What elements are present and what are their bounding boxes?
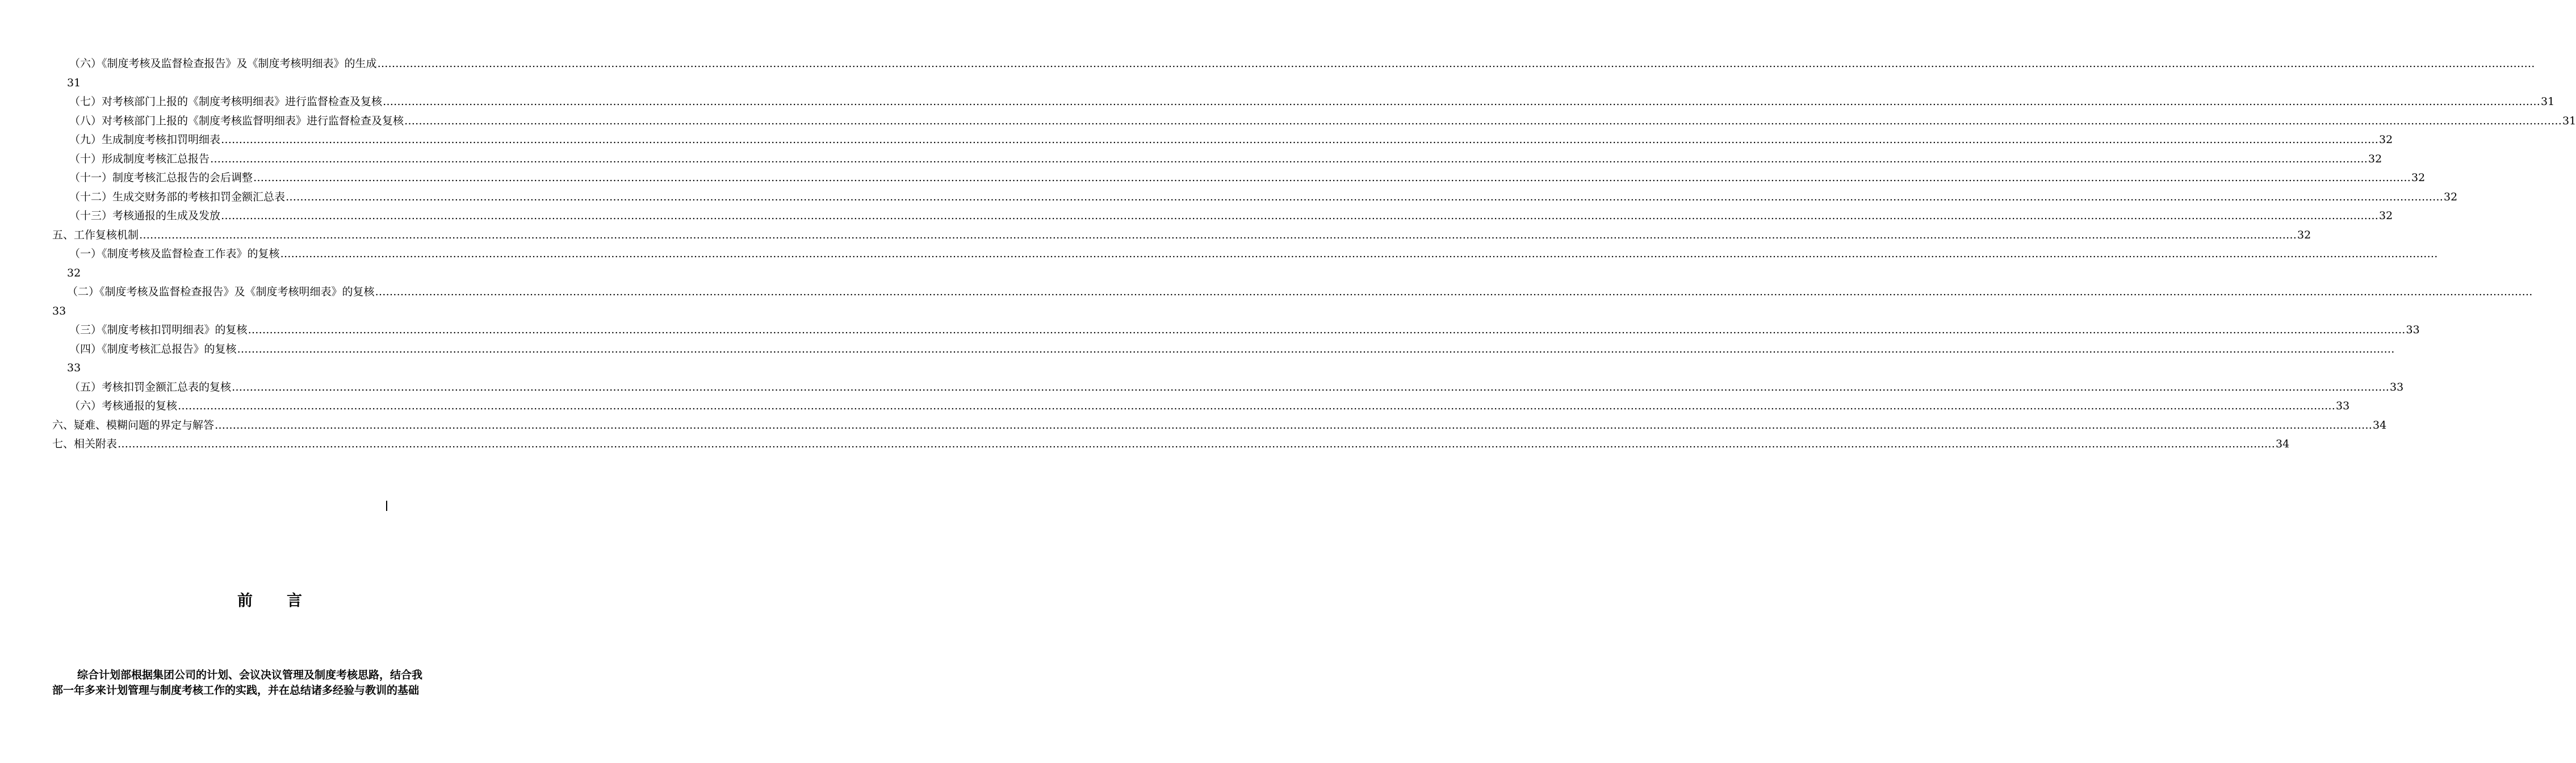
toc-entry[interactable]: [69, 188, 2458, 207]
toc-entry-title: 七、相关附表: [52, 438, 118, 450]
toc-line: [0, 188, 2458, 207]
toc-entry-title: （九）生成制度考核扣罚明细表: [69, 133, 221, 146]
toc-entry-title: （四）《制度考核汇总报告》的复核: [69, 342, 237, 355]
preface-title-char-2: 言: [287, 592, 302, 610]
toc-page-number: 32: [67, 266, 81, 279]
toc-entry-title: （十一）制度考核汇总报告的会后调整: [69, 171, 253, 184]
toc-line-wrap: [0, 359, 539, 378]
toc-page-number: 33: [2336, 400, 2350, 412]
preface-line: 部一年多来计划管理与制度考核工作的实践，并在总结诸多经验与教训的基础: [52, 684, 420, 697]
toc-page-number: 34: [2276, 438, 2290, 450]
toc-entry-title: （六）《制度考核及监督检查报告》及《制度考核明细表》的生成: [69, 57, 377, 70]
toc-line: [0, 226, 2311, 245]
toc-dot-leader: ……………………………………………………………………………………………………………………………………………………………………………………………………………………………………………………………………………………………………………………………………………………………………………………………………………………………………………………………………………………………………………………………………………………: [404, 114, 2562, 127]
toc-entry[interactable]: [69, 207, 2393, 226]
toc-dot-leader: ……………………………………………………………………………………………………………………………………………………………………………………………………………………………………………………………………………………………………………………………………………………………………………………………………………………………………………………………………………………………………………………………………………………: [253, 171, 2411, 184]
toc-page-number: 32: [2411, 171, 2426, 184]
toc-entry-title: （三）《制度考核扣罚明细表》的复核: [69, 324, 248, 336]
toc-page-number: 32: [2444, 190, 2458, 203]
toc-entry-title: （十）形成制度考核汇总报告: [69, 152, 210, 165]
toc-line-wrap: [0, 302, 539, 321]
toc-line: [0, 207, 2393, 226]
toc-entry-title: 六、疑难、模糊问题的界定与解答: [52, 418, 215, 431]
toc-line: [0, 283, 2533, 302]
text-cursor: [386, 501, 387, 511]
toc-entry[interactable]: [69, 397, 2350, 416]
toc-page-number: 31: [2541, 95, 2555, 108]
toc-dot-leader: ……………………………………………………………………………………………………………………………………………………………………………………………………………………………………………………………………………………………………………………………………………………………………………………………………………………………………………………………………………………………………………………………………………………: [232, 380, 2390, 393]
preface-title-char-1: 前: [237, 592, 253, 610]
preface-body: [52, 668, 487, 698]
toc-line: [0, 93, 2555, 112]
toc-entry[interactable]: [69, 169, 2426, 188]
toc-page-number: 33: [67, 362, 81, 374]
toc-dot-leader: ……………………………………………………………………………………………………………………………………………………………………………………………………………………………………………………………………………………………………………………………………………………………………………………………………………………………………………………………………………………………………………………………………………………: [210, 152, 2368, 165]
toc-page-number: 33: [2390, 380, 2404, 393]
toc-entry[interactable]: [69, 150, 2382, 169]
toc-dot-leader: ……………………………………………………………………………………………………………………………………………………………………………………………………………………………………………………………………………………………………………………………………………………………………………………………………………………………………………………………………………………………………………………………………………………: [215, 418, 2373, 431]
toc-dot-leader: ……………………………………………………………………………………………………………………………………………………………………………………………………………………………………………………………………………………………………………………………………………………………………………………………………………………………………………………………………………………………………………………………………………………: [280, 248, 2438, 260]
toc-dot-leader: ……………………………………………………………………………………………………………………………………………………………………………………………………………………………………………………………………………………………………………………………………………………………………………………………………………………………………………………………………………………………………………………………………………………: [178, 400, 2336, 412]
toc-entry[interactable]: [69, 93, 2555, 112]
toc-entry-title: （二）《制度考核及监督检查报告》及《制度考核明细表》的复核: [67, 286, 375, 298]
toc-entry[interactable]: [69, 321, 2420, 340]
toc-line: [0, 112, 2576, 131]
toc-entry-title: （十三）考核通报的生成及发放: [69, 209, 221, 222]
toc-line-wrap: [0, 74, 539, 93]
toc-entry-title: （一）《制度考核及监督检查工作表》的复核: [69, 248, 280, 260]
toc-entry[interactable]: [69, 340, 2395, 359]
toc-page-number: 31: [67, 76, 81, 89]
table-of-contents: [0, 54, 2576, 454]
toc-page-number: 31: [2562, 114, 2576, 127]
toc-dot-leader: ……………………………………………………………………………………………………………………………………………………………………………………………………………………………………………………………………………………………………………………………………………………………………………………………………………………………………………………………………………………………………………………………………………………: [237, 342, 2395, 355]
toc-line: [0, 321, 2420, 340]
toc-page-number: 33: [52, 304, 66, 317]
toc-line: [0, 340, 2395, 359]
toc-line: [0, 435, 2290, 454]
toc-dot-leader: ……………………………………………………………………………………………………………………………………………………………………………………………………………………………………………………………………………………………………………………………………………………………………………………………………………………………………………………………………………………………………………………………………………………: [118, 438, 2276, 450]
toc-entry[interactable]: [67, 283, 2533, 302]
toc-dot-leader: ……………………………………………………………………………………………………………………………………………………………………………………………………………………………………………………………………………………………………………………………………………………………………………………………………………………………………………………………………………………………………………………………………………………: [377, 57, 2535, 70]
toc-page-number: 32: [2297, 228, 2311, 241]
toc-line: [0, 378, 2404, 397]
preface-line: 综合计划部根据集团公司的计划、会议决议管理及制度考核思路，结合我: [77, 669, 423, 681]
preface-title: [0, 588, 539, 610]
toc-entry[interactable]: [52, 435, 2290, 454]
toc-entry-title: （十二）生成交财务部的考核扣罚金额汇总表: [69, 190, 286, 203]
toc-line: [0, 131, 2393, 150]
toc-dot-leader: ……………………………………………………………………………………………………………………………………………………………………………………………………………………………………………………………………………………………………………………………………………………………………………………………………………………………………………………………………………………………………………………………………………………: [383, 95, 2541, 108]
toc-entry-title: 五、工作复核机制: [52, 228, 139, 241]
toc-dot-leader: ……………………………………………………………………………………………………………………………………………………………………………………………………………………………………………………………………………………………………………………………………………………………………………………………………………………………………………………………………………………………………………………………………………………: [248, 324, 2406, 336]
toc-entry[interactable]: [69, 54, 2535, 74]
toc-line: [0, 150, 2382, 169]
toc-line: [0, 245, 2438, 264]
toc-entry-title: （八）对考核部门上报的《制度考核监督明细表》进行监督检查及复核: [69, 114, 404, 127]
toc-page-number: 34: [2373, 418, 2387, 431]
toc-line: [0, 54, 2535, 74]
toc-entry[interactable]: [69, 112, 2576, 131]
toc-dot-leader: ……………………………………………………………………………………………………………………………………………………………………………………………………………………………………………………………………………………………………………………………………………………………………………………………………………………………………………………………………………………………………………………………………………………: [375, 286, 2533, 298]
toc-page-number: 32: [2379, 133, 2393, 146]
toc-entry[interactable]: [52, 416, 2387, 435]
toc-line: [0, 169, 2426, 188]
toc-page-number: 33: [2406, 324, 2420, 336]
toc-dot-leader: ……………………………………………………………………………………………………………………………………………………………………………………………………………………………………………………………………………………………………………………………………………………………………………………………………………………………………………………………………………………………………………………………………………………: [139, 228, 2297, 241]
toc-page-number: 32: [2368, 152, 2382, 165]
toc-line: [0, 416, 2387, 435]
toc-entry-title: （五）考核扣罚金额汇总表的复核: [69, 380, 232, 393]
toc-dot-leader: ……………………………………………………………………………………………………………………………………………………………………………………………………………………………………………………………………………………………………………………………………………………………………………………………………………………………………………………………………………………………………………………………………………………: [221, 209, 2379, 222]
toc-entry[interactable]: [69, 131, 2393, 150]
toc-line: [0, 397, 2350, 416]
toc-entry[interactable]: [69, 378, 2404, 397]
toc-page-number: 32: [2379, 209, 2393, 222]
toc-entry[interactable]: [52, 226, 2311, 245]
toc-dot-leader: ……………………………………………………………………………………………………………………………………………………………………………………………………………………………………………………………………………………………………………………………………………………………………………………………………………………………………………………………………………………………………………………………………………………: [221, 133, 2379, 146]
toc-entry-title: （七）对考核部门上报的《制度考核明细表》进行监督检查及复核: [69, 95, 383, 108]
toc-entry[interactable]: [69, 245, 2438, 264]
toc-entry-title: （六）考核通报的复核: [69, 400, 178, 412]
toc-dot-leader: ……………………………………………………………………………………………………………………………………………………………………………………………………………………………………………………………………………………………………………………………………………………………………………………………………………………………………………………………………………………………………………………………………………………: [286, 190, 2444, 203]
toc-line-wrap: [0, 264, 539, 283]
